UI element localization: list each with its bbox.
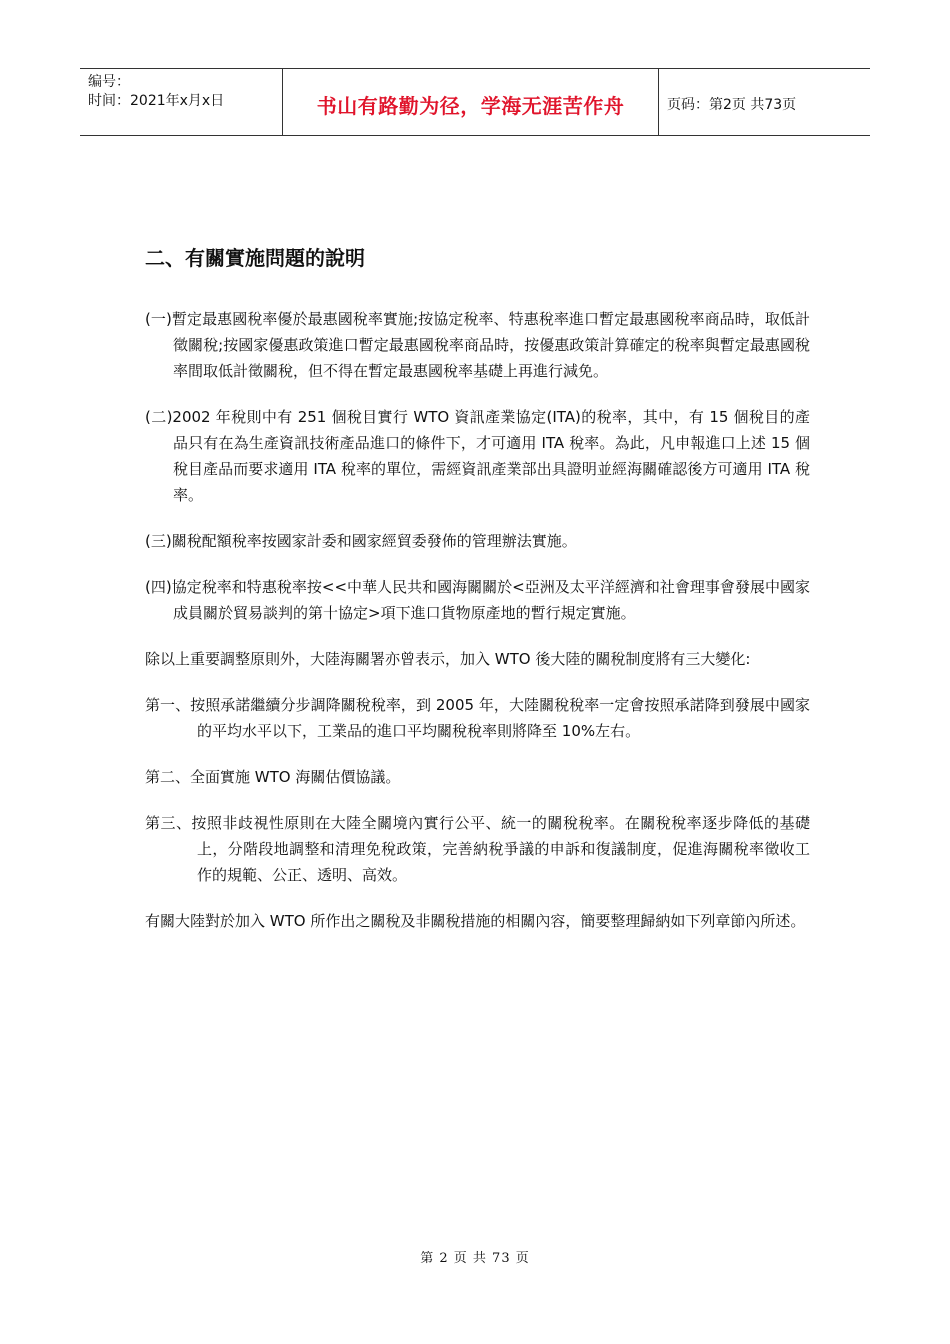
- document-time-label: 时间：2021年x月x日: [88, 93, 225, 109]
- paragraph-item-4: (四)協定稅率和特惠稅率按<<中華人民共和國海關關於<亞洲及太平洋經濟和社會理事會發展中國家成員關於貿易談判的第十協定>項下進口貨物原產地的暫行規定實施。: [145, 578, 810, 622]
- paragraph-item-2: (二)2002 年稅則中有 251 個稅目實行 WTO 資訊產業協定(ITA)的稅率，其中，有 15 個稅目的產品只有在為生產資訊技術產品進口的條件下，才可適用 ITA 稅率。為此，凡申報進口上述 15 個稅目產品而要求適用 ITA 稅率的單位，需經資訊產業部出具證明並經海關確認後方可適用 ITA 稅率。: [145, 408, 810, 504]
- header-table: [80, 68, 870, 136]
- paragraph-change-3: 第三、按照非歧視性原則在大陸全關境內實行公平、統一的關稅稅率。在關稅稅率逐步降低的基礎上，分階段地調整和清理免稅政策，完善納稅爭議的申訴和復議制度，促進海關稅率徵收工作的規範、公正、透明、高效。: [145, 814, 810, 884]
- paragraph-item-1: (一)暫定最惠國稅率優於最惠國稅率實施;按協定稅率、特惠稅率進口暫定最惠國稅率商品時，取低計徵關稅;按國家優惠政策進口暫定最惠國稅率商品時，按優惠政策計算確定的稅率與暫定最惠國稅率間取低計徵關稅，但不得在暫定最惠國稅率基礎上再進行減免。: [145, 310, 810, 380]
- header-left-cell: [80, 69, 282, 135]
- header-page-info: 页码：第2页 共73页: [667, 97, 797, 113]
- page-footer: 第 2 页 共 73 页: [420, 1251, 530, 1266]
- paragraph-summary: 除以上重要調整原則外，大陸海關署亦曾表示，加入 WTO 後大陸的關稅制度將有三大變化:: [145, 650, 751, 668]
- document-number-label: 编号：: [88, 74, 130, 90]
- paragraph-change-2: 第二、全面實施 WTO 海關估價協議。: [145, 768, 401, 786]
- document-body: [145, 244, 810, 954]
- header-motto: 书山有路勤为径，学海无涯苦作舟: [282, 69, 659, 135]
- section-title: 二、有關實施問題的說明: [145, 246, 365, 270]
- paragraph-conclusion: 有關大陸對於加入 WTO 所作出之關稅及非關稅措施的相關內容，簡要整理歸納如下列章節內所述。: [145, 912, 806, 930]
- paragraph-change-1: 第一、按照承諾繼續分步調降關稅稅率，到 2005 年，大陸關稅稅率一定會按照承諾降到發展中國家的平均水平以下，工業品的進口平均關稅稅率則將降至 10%左右。: [145, 696, 810, 740]
- paragraph-item-3: (三)關稅配額稅率按國家計委和國家經貿委發佈的管理辦法實施。: [145, 532, 577, 550]
